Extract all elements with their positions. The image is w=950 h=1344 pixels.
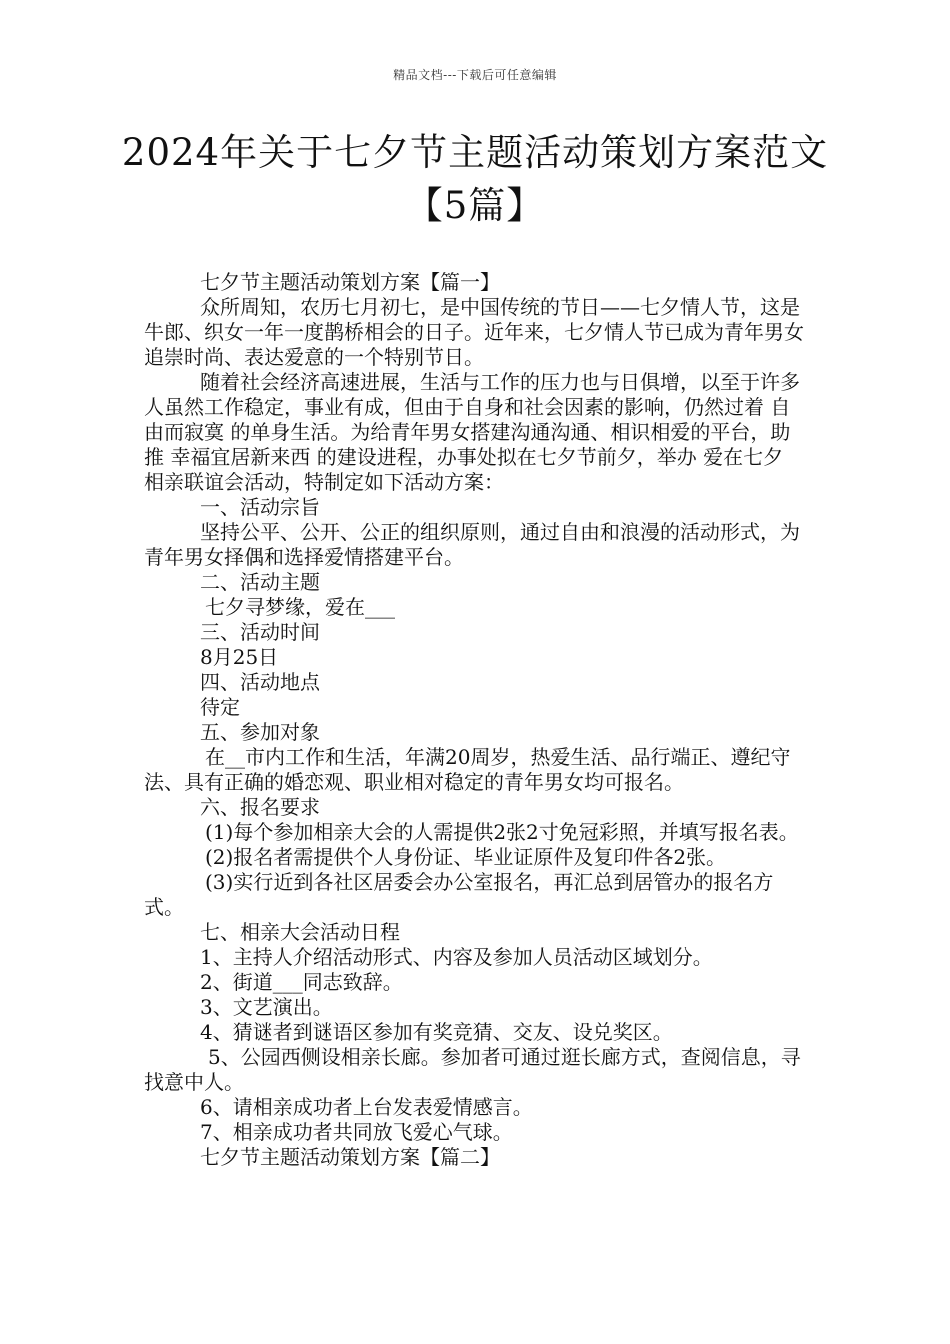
registration-item-3: (3)实行近到各社区居委会办公室报名，再汇总到居管办的报名方式。 [144,870,774,919]
paragraph-participants: 在__市内工作和生活，年满20周岁，热爱生活、品行端正、遵纪守法、具有正确的婚恋观、职业相对稳定的青年男女均可报名。 [144,745,791,794]
heading-schedule: 七、相亲大会活动日程 [200,920,400,944]
intro-paragraph-2: 随着社会经济高速进展，生活与工作的压力也与日俱增，以至于许多人虽然工作稳定，事业有成，但由于自身和社会因素的影响，仍然过着 自由而寂寞 的单身生活。为给青年男女搭建沟通沟通、相识相爱的平台，助推 幸福宜居新来西 的建设进程，办事处拟在七夕节前夕，举办 爱在七夕 相亲联谊会活动，特制定如下活动方案： [144,370,800,494]
heading-theme: 二、活动主题 [200,570,320,594]
document-title-line-1: 2024年关于七夕节主题活动策划方案范文 [121,131,829,174]
document-title-line-2: 【5篇】 [405,184,545,227]
schedule-item-5: 5、公园西侧设相亲长廊。参加者可通过逛长廊方式，查阅信息，寻找意中人。 [144,1045,801,1094]
schedule-item-3: 3、文艺演出。 [200,995,333,1019]
paragraph-purpose: 坚持公平、公开、公正的组织原则，通过自由和浪漫的活动形式，为青年男女择偶和选择爱情搭建平台。 [144,520,800,569]
document-body [144,270,809,1170]
section-2-heading: 七夕节主题活动策划方案【篇二】 [200,1145,500,1169]
paragraph-location: 待定 [200,695,240,719]
section-1-heading: 七夕节主题活动策划方案【篇一】 [200,270,500,294]
heading-location: 四、活动地点 [200,670,320,694]
paragraph-theme: 七夕寻梦缘，爱在___ [205,595,395,619]
heading-time: 三、活动时间 [200,620,320,644]
registration-item-1: (1)每个参加相亲大会的人需提供2张2寸免冠彩照，并填写报名表。 [205,820,799,844]
heading-participants: 五、参加对象 [200,720,320,744]
schedule-item-7: 7、相亲成功者共同放飞爱心气球。 [200,1120,513,1144]
heading-registration: 六、报名要求 [200,795,320,819]
heading-purpose: 一、活动宗旨 [200,495,320,519]
schedule-item-2: 2、街道___同志致辞。 [200,970,403,994]
schedule-item-1: 1、主持人介绍活动形式、内容及参加人员活动区域划分。 [200,945,713,969]
intro-paragraph-1: 众所周知，农历七月初七，是中国传统的节日——七夕情人节，这是牛郎、织女一年一度鹊桥相会的日子。近年来，七夕情人节已成为青年男女追崇时尚、表达爱意的一个特别节日。 [144,295,804,369]
page-header: 精品文档---下载后可任意编辑 [393,68,557,82]
schedule-item-4: 4、猜谜者到谜语区参加有奖竞猜、交友、设兑奖区。 [200,1020,673,1044]
schedule-item-6: 6、请相亲成功者上台发表爱情感言。 [200,1095,533,1119]
registration-item-2: (2)报名者需提供个人身份证、毕业证原件及复印件各2张。 [205,845,727,869]
paragraph-time: 8月25日 [200,645,279,669]
document-title [0,126,950,232]
